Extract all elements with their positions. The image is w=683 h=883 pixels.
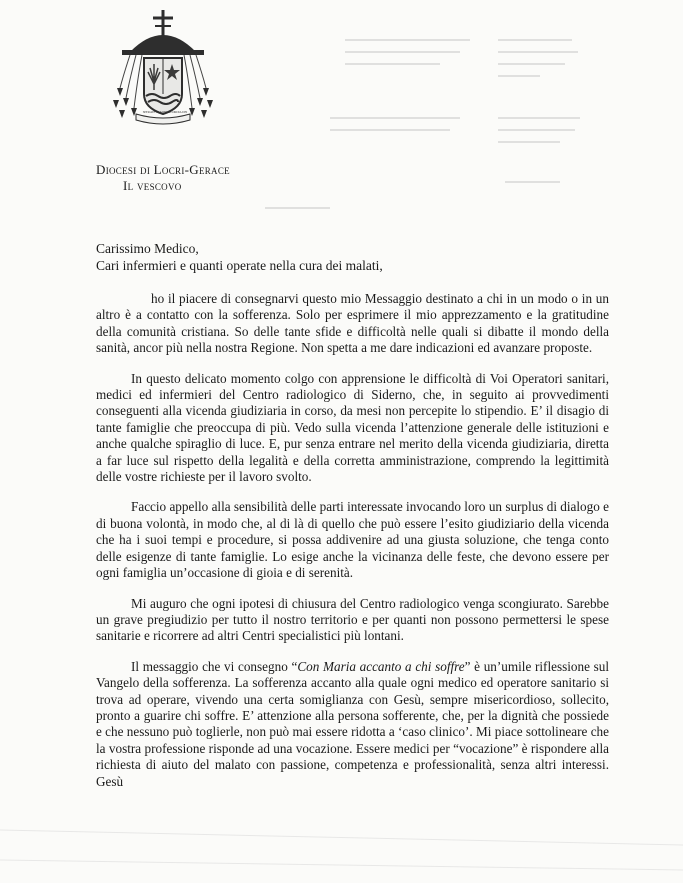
message-title: Con Maria accanto a chi soffre <box>297 658 465 674</box>
letter-body <box>96 291 609 804</box>
paragraph-5-start: Il messaggio che vi consegno “ <box>131 658 298 674</box>
crest-motto: SPERATE IN MISERICORDIA DEI <box>142 110 188 114</box>
paragraph-3: Faccio appello alla sensibilità delle parti interessate invocando loro un surplus di dialogo e di buona volontà, in modo che, al di là di quello che può essere l’esito giudiziario della vicenda che ha i suoi tempi e procedure, si possa addivenire ad una giusta soluzione, che tenga conto delle esigenze di tante famiglie. Lo esige anche la vicinanza delle feste, che devono essere per ogni famiglia un’occasione di gioia e di serenità. <box>96 499 609 581</box>
paragraph-5-rest: ” è un’umile riflessione sul Vangelo della sofferenza. La sofferenza accanto alla quale ogni medico ed operatore sanitario si trova ad operare, vivendo una certa somiglianza con Gesù, sempre misericordioso, sollecito, pronto a guarire chi soffre. E’ attenzione alla persona sofferente, che, per la dignità che possiede e che nessuno può toglierle, non può mai essere ridotta a ‘caso clinico’. Mi piace sottolineare che la vostra professione risponde ad una vocazione. Essere medici per “vocazione” è rispondere alla richiesta di aiuto del malato con passione, competenza e professionalità, senza altri interessi. Gesù <box>96 658 609 789</box>
paragraph-1: ho il piacere di consegnarvi questo mio Messaggio destinato a chi in un modo o in un altro è a contatto con la sofferenza. Solo per esprimere il mio apprezzamento e la gratitudine della comunità cristiana. So delle tante sfide e difficoltà nelle quali si dibatte il mondo della sanità, ancor più nella nostra Regione. Non spetta a me dare indicazioni ed avanzare proposte. <box>96 291 609 356</box>
salutation-line-2: Cari infermieri e quanti operate nella cura dei malati, <box>96 258 383 273</box>
sender-title: Il vescovo <box>123 178 182 193</box>
salutation <box>96 240 383 274</box>
sender-block <box>96 162 230 194</box>
sender-diocese: Diocesi di Locri-Gerace <box>96 162 230 177</box>
paragraph-5 <box>96 659 609 790</box>
salutation-line-1: Carissimo Medico, <box>96 241 199 256</box>
paragraph-4: Mi auguro che ogni ipotesi di chiusura del Centro radiologico venga scongiurato. Sarebbe un grave pregiudizio per tutto il nostro territorio e per quanti non possono permettersi le spese sanitarie e ricorrere ad altri Centri specialistici più lontani. <box>96 595 609 644</box>
paragraph-2: In questo delicato momento colgo con apprensione le difficoltà di Voi Operatori sanitari, medici ed infermieri del Centro radiologico di Siderno, che, in seguito ai provvedimenti conseguenti alla vicenda giudiziaria in corso, da mesi non percepite lo stipendio. E’ il disagio di tante famiglie che preoccupa di più. Vedo sulla vicenda l’attenzione generale delle istituzioni e anche qualche spiraglio di luce. E, pur senza entrare nel merito della vicenda giudiziaria, diretta a far luce sul rispetto della legalità e della corretta amministrazione, comprendo la legittimità delle vostre richieste per il lavoro svolto. <box>96 370 609 485</box>
